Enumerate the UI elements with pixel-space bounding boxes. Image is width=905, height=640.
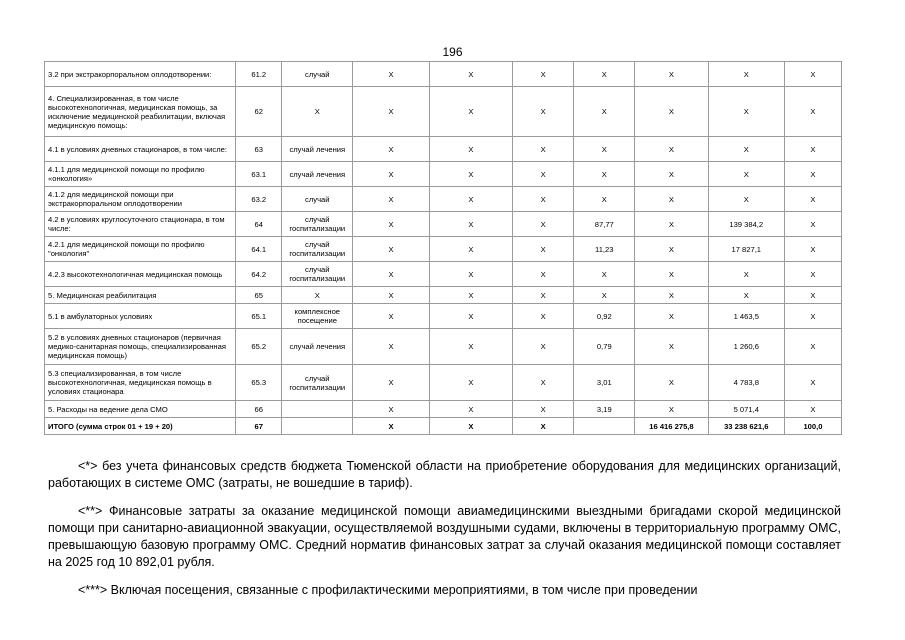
col-9-cell: 17 827,1 <box>708 237 784 262</box>
row-unit-cell: случай госпитализации <box>282 212 353 237</box>
row-code-cell: 61.2 <box>236 62 282 87</box>
row-unit-cell: случай лечения <box>282 137 353 162</box>
col-10-cell: 100,0 <box>784 418 841 435</box>
row-code-cell: 67 <box>236 418 282 435</box>
col-4-cell: Х <box>353 418 429 435</box>
page-number: 196 <box>442 45 463 59</box>
col-9-cell: 1 463,5 <box>708 304 784 329</box>
footnotes <box>48 458 841 610</box>
col-10-cell: Х <box>784 62 841 87</box>
col-4-cell: Х <box>353 212 429 237</box>
row-code-cell: 65.3 <box>236 365 282 401</box>
col-8-cell: Х <box>635 137 708 162</box>
col-10-cell: Х <box>784 212 841 237</box>
col-10-cell: Х <box>784 304 841 329</box>
footnote-2: <**> Финансовые затраты за оказание медицинской помощи авиамедицинскими выездными бригадами скорой медицинской помощи при санитарно-авиационной эвакуации, осуществляемой воздушными судами, включены в территориальную программу ОМС, превышающую базовую программу ОМС. Средний норматив финансовых затрат за случай оказания медицинской помощи составляет на 2025 год 10 892,01 рубля. <box>48 504 841 569</box>
row-unit-cell: комплексное посещение <box>282 304 353 329</box>
col-7-cell: 0,92 <box>574 304 635 329</box>
row-code-cell: 63 <box>236 137 282 162</box>
col-9-cell: Х <box>708 137 784 162</box>
table-row <box>45 304 842 329</box>
col-4-cell: Х <box>353 365 429 401</box>
col-5-cell: Х <box>429 237 512 262</box>
col-4-cell: Х <box>353 304 429 329</box>
col-8-cell: Х <box>635 62 708 87</box>
col-10-cell: Х <box>784 287 841 304</box>
col-6-cell: Х <box>513 162 574 187</box>
col-5-cell: Х <box>429 87 512 137</box>
col-10-cell: Х <box>784 187 841 212</box>
row-code-cell: 62 <box>236 87 282 137</box>
col-7-cell: Х <box>574 187 635 212</box>
row-name-cell: ИТОГО (сумма строк 01 + 19 + 20) <box>45 418 236 435</box>
row-code-cell: 63.1 <box>236 162 282 187</box>
table-row <box>45 401 842 418</box>
table-row <box>45 212 842 237</box>
col-9-cell: 5 071,4 <box>708 401 784 418</box>
col-5-cell: Х <box>429 212 512 237</box>
col-8-cell: 16 416 275,8 <box>635 418 708 435</box>
row-unit-cell: случай <box>282 62 353 87</box>
col-7-cell: Х <box>574 137 635 162</box>
col-9-cell: Х <box>708 87 784 137</box>
row-unit-cell <box>282 418 353 435</box>
col-6-cell: Х <box>513 262 574 287</box>
row-code-cell: 66 <box>236 401 282 418</box>
col-5-cell: Х <box>429 62 512 87</box>
col-9-cell: 1 260,6 <box>708 329 784 365</box>
row-unit-cell: случай лечения <box>282 329 353 365</box>
col-8-cell: Х <box>635 187 708 212</box>
col-7-cell: Х <box>574 62 635 87</box>
col-6-cell: Х <box>513 401 574 418</box>
col-7-cell: 3,01 <box>574 365 635 401</box>
col-9-cell: Х <box>708 62 784 87</box>
row-name-cell: 4.2.3 высокотехнологичная медицинская помощь <box>45 262 236 287</box>
row-code-cell: 64 <box>236 212 282 237</box>
col-10-cell: Х <box>784 87 841 137</box>
col-7-cell: 3,19 <box>574 401 635 418</box>
col-7-cell: Х <box>574 262 635 287</box>
col-4-cell: Х <box>353 87 429 137</box>
col-4-cell: Х <box>353 262 429 287</box>
col-5-cell: Х <box>429 162 512 187</box>
table-row <box>45 287 842 304</box>
col-4-cell: Х <box>353 62 429 87</box>
row-name-cell: 5. Расходы на ведение дела СМО <box>45 401 236 418</box>
col-8-cell: Х <box>635 304 708 329</box>
col-4-cell: Х <box>353 401 429 418</box>
col-5-cell: Х <box>429 418 512 435</box>
col-10-cell: Х <box>784 401 841 418</box>
table-row <box>45 137 842 162</box>
row-unit-cell <box>282 401 353 418</box>
table-row <box>45 162 842 187</box>
footnote-1: <*> без учета финансовых средств бюджета Тюменской области на приобретение оборудования для медицинских организаций, работающих в системе ОМС (затраты, не вошедшие в тариф). <box>48 459 841 490</box>
col-7-cell: 11,23 <box>574 237 635 262</box>
col-6-cell: Х <box>513 287 574 304</box>
row-unit-cell: Х <box>282 287 353 304</box>
col-5-cell: Х <box>429 262 512 287</box>
col-5-cell: Х <box>429 329 512 365</box>
col-5-cell: Х <box>429 187 512 212</box>
row-name-cell: 5. Медицинская реабилитация <box>45 287 236 304</box>
col-5-cell: Х <box>429 304 512 329</box>
col-8-cell: Х <box>635 365 708 401</box>
table-row <box>45 262 842 287</box>
col-7-cell: Х <box>574 87 635 137</box>
col-5-cell: Х <box>429 287 512 304</box>
col-5-cell: Х <box>429 401 512 418</box>
col-8-cell: Х <box>635 87 708 137</box>
col-9-cell: 33 238 621,6 <box>708 418 784 435</box>
financing-table <box>44 61 842 435</box>
col-6-cell: Х <box>513 304 574 329</box>
col-6-cell: Х <box>513 137 574 162</box>
row-name-cell: 4.1.2 для медицинской помощи при экстракорпоральном оплодотворении <box>45 187 236 212</box>
row-unit-cell: случай <box>282 187 353 212</box>
row-code-cell: 63.2 <box>236 187 282 212</box>
col-9-cell: 4 783,8 <box>708 365 784 401</box>
col-5-cell: Х <box>429 365 512 401</box>
col-9-cell: 139 384,2 <box>708 212 784 237</box>
col-7-cell: Х <box>574 287 635 304</box>
row-code-cell: 64.2 <box>236 262 282 287</box>
col-10-cell: Х <box>784 365 841 401</box>
row-name-cell: 4.2.1 для медицинской помощи по профилю "онкология" <box>45 237 236 262</box>
col-10-cell: Х <box>784 237 841 262</box>
table-row <box>45 237 842 262</box>
row-name-cell: 5.3 специализированная, в том числе высокотехнологичная, медицинская помощь в условиях стационара <box>45 365 236 401</box>
col-8-cell: Х <box>635 287 708 304</box>
row-unit-cell: Х <box>282 87 353 137</box>
col-7-cell <box>574 418 635 435</box>
col-9-cell: Х <box>708 262 784 287</box>
row-unit-cell: случай госпитализации <box>282 365 353 401</box>
col-4-cell: Х <box>353 237 429 262</box>
col-10-cell: Х <box>784 262 841 287</box>
row-code-cell: 65 <box>236 287 282 304</box>
col-6-cell: Х <box>513 187 574 212</box>
col-8-cell: Х <box>635 329 708 365</box>
col-8-cell: Х <box>635 262 708 287</box>
col-4-cell: Х <box>353 137 429 162</box>
footnote-3: <***> Включая посещения, связанные с профилактическими мероприятиями, в том числе при проведении <box>78 583 698 597</box>
col-7-cell: Х <box>574 162 635 187</box>
col-9-cell: Х <box>708 162 784 187</box>
col-4-cell: Х <box>353 287 429 304</box>
row-unit-cell: случай госпитализации <box>282 262 353 287</box>
col-8-cell: Х <box>635 237 708 262</box>
row-unit-cell: случай госпитализации <box>282 237 353 262</box>
col-10-cell: Х <box>784 329 841 365</box>
col-8-cell: Х <box>635 212 708 237</box>
col-7-cell: 87,77 <box>574 212 635 237</box>
col-6-cell: Х <box>513 237 574 262</box>
table-row <box>45 365 842 401</box>
col-4-cell: Х <box>353 187 429 212</box>
row-code-cell: 64.1 <box>236 237 282 262</box>
col-8-cell: Х <box>635 162 708 187</box>
row-name-cell: 4. Специализированная, в том числе высокотехнологичная, медицинская помощь, за исключение медицинской реабилитации, включая медицинскую помощь: <box>45 87 236 137</box>
row-name-cell: 4.1 в условиях дневных стационаров, в том числе: <box>45 137 236 162</box>
col-10-cell: Х <box>784 137 841 162</box>
table-row <box>45 62 842 87</box>
row-name-cell: 4.2 в условиях круглосуточного стационара, в том числе: <box>45 212 236 237</box>
row-code-cell: 65.2 <box>236 329 282 365</box>
col-6-cell: Х <box>513 329 574 365</box>
col-9-cell: Х <box>708 187 784 212</box>
table-row <box>45 87 842 137</box>
row-unit-cell: случай лечения <box>282 162 353 187</box>
row-name-cell: 3.2 при экстракорпоральном оплодотворении: <box>45 62 236 87</box>
col-4-cell: Х <box>353 329 429 365</box>
row-code-cell: 65.1 <box>236 304 282 329</box>
total-row <box>45 418 842 435</box>
row-name-cell: 4.1.1 для медицинской помощи по профилю «онкология» <box>45 162 236 187</box>
row-name-cell: 5.2 в условиях дневных стационаров (первичная медико-санитарная помощь, специализированная медицинская помощь) <box>45 329 236 365</box>
col-6-cell: Х <box>513 87 574 137</box>
table-row <box>45 187 842 212</box>
col-5-cell: Х <box>429 137 512 162</box>
col-6-cell: Х <box>513 212 574 237</box>
col-8-cell: Х <box>635 401 708 418</box>
col-6-cell: Х <box>513 62 574 87</box>
col-10-cell: Х <box>784 162 841 187</box>
table-row <box>45 329 842 365</box>
col-4-cell: Х <box>353 162 429 187</box>
row-name-cell: 5.1 в амбулаторных условиях <box>45 304 236 329</box>
col-7-cell: 0,79 <box>574 329 635 365</box>
col-6-cell: Х <box>513 365 574 401</box>
col-9-cell: Х <box>708 287 784 304</box>
col-6-cell: Х <box>513 418 574 435</box>
